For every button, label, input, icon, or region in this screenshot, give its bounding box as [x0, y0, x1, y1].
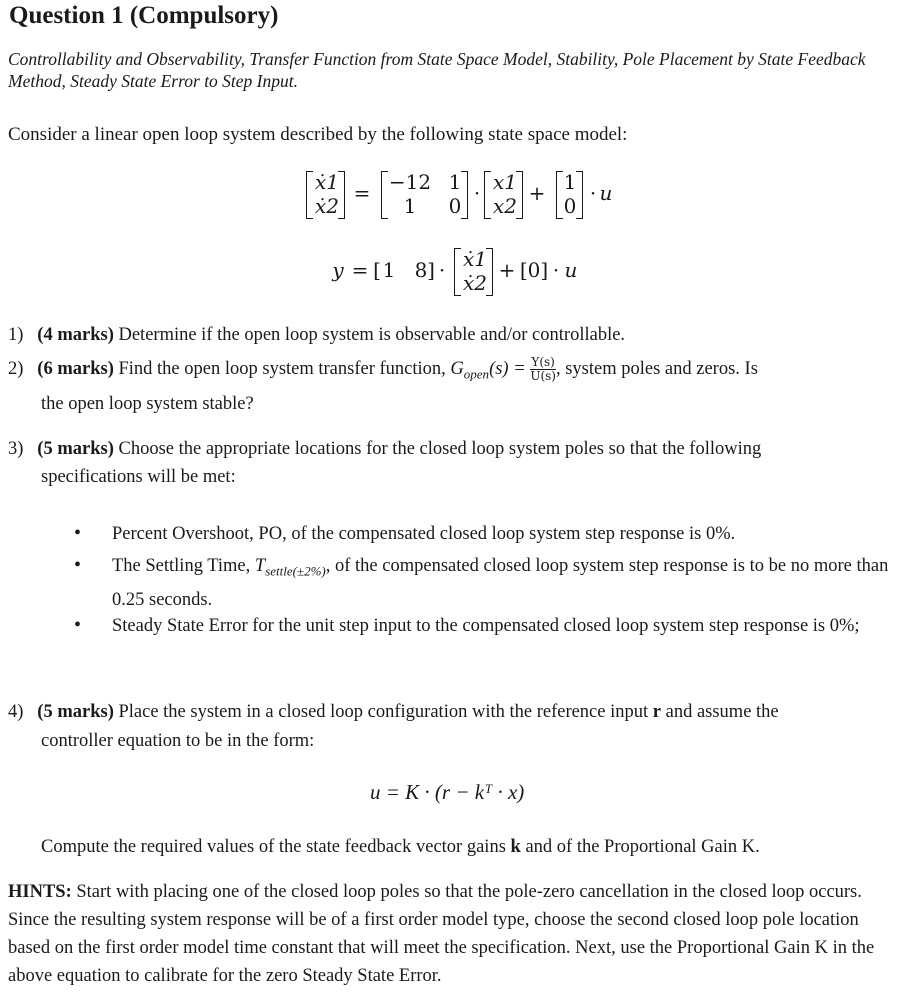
marks: (4 marks) — [37, 325, 114, 345]
g-argument: (s) = — [489, 359, 526, 379]
intro-text: Consider a linear open loop system described by the following state space model: — [8, 124, 628, 145]
dot-operator: · — [589, 181, 597, 205]
bullet-dot: • — [74, 522, 82, 544]
question-4-continued: controller equation to be in the form: — [41, 731, 315, 751]
compute-instruction — [41, 832, 760, 862]
question-text: Determine if the open loop system is observable and/or controllable. — [118, 325, 626, 345]
bullet-dot: • — [74, 614, 82, 636]
bracket-right — [576, 171, 583, 219]
question-3-continued: specifications will be met: — [41, 467, 236, 487]
question-text: and assume the — [665, 702, 779, 722]
question-title: Question 1 (Compulsory) — [9, 2, 279, 29]
c1: 1 — [382, 258, 396, 282]
dot-operator: · — [552, 258, 560, 282]
topics-subtitle: Controllability and Observability, Transfer Function from State Space Model, Stability, Pole Placement by State Feedback Method, Steady State Error to Step Input. — [8, 49, 866, 91]
transfer-fraction — [530, 356, 556, 383]
g-subscript: open — [463, 366, 490, 382]
compute-text: and of the Proportional Gain K. — [525, 837, 760, 857]
bracket-right — [338, 171, 345, 219]
marks: (6 marks) — [37, 359, 114, 379]
controller-equation: u = K · (r − kᵀ · x) — [370, 780, 525, 804]
out-x1dot: ẋ1 — [462, 247, 487, 271]
fraction-numerator: Y(s) — [531, 355, 555, 370]
question-text: , system poles and zeros. Is — [555, 359, 758, 379]
question-4 — [8, 697, 779, 727]
bracket-right — [461, 171, 468, 219]
question-2-continued: the open loop system stable? — [41, 394, 254, 414]
c-open-bracket: [ — [373, 258, 381, 282]
hints-paragraph — [8, 878, 898, 990]
reference-r: r — [652, 702, 661, 722]
hints-text: Start with placing one of the closed loop poles so that the pole-zero cancellation in the closed loop occurs. Since the resulting system response will be of a first order model type, choose the second closed loop pole location based on the first order model time constant that will meet the specification. Next, use the Proportional Gain K in the above equation to calibrate for the zero Steady State Error. — [8, 882, 875, 986]
question-2 — [8, 354, 758, 390]
marks: (5 marks) — [37, 702, 114, 722]
t-subscript: settle(±2%) — [265, 563, 326, 579]
question-number: 1) — [8, 325, 24, 345]
question-1 — [8, 320, 625, 350]
question-number: 4) — [8, 702, 24, 722]
equals-sign: = — [351, 258, 369, 282]
b1: 1 — [563, 170, 577, 194]
x1: x1 — [492, 170, 517, 194]
question-number: 2) — [8, 359, 24, 379]
b2: 0 — [563, 194, 577, 218]
bullet-dot: • — [74, 554, 82, 576]
bullet-text: The Settling Time, — [112, 556, 251, 576]
marks: (5 marks) — [37, 439, 114, 459]
a21: 1 — [403, 194, 417, 218]
question-text: Place the system in a closed loop configuration with the reference input — [118, 702, 649, 722]
fraction-denominator: U(s) — [530, 369, 556, 384]
t-symbol: T — [254, 556, 266, 576]
spec-item-steady-state: Steady State Error for the unit step input to the compensated closed loop system step response is 0%; — [112, 616, 860, 636]
out-x2dot: ẋ2 — [462, 271, 487, 295]
spec-item-overshoot: Percent Overshoot, PO, of the compensated closed loop system step response is 0%. — [112, 524, 736, 544]
lhs-x1dot: ẋ1 — [314, 170, 339, 194]
a22: 0 — [448, 194, 462, 218]
lhs-x2dot: ẋ2 — [314, 194, 339, 218]
x2: x2 — [492, 194, 517, 218]
dot-operator: · — [473, 181, 481, 205]
question-3 — [8, 434, 761, 464]
gain-vector-k: k — [510, 837, 521, 857]
question-text: Find the open loop system transfer function, — [118, 359, 446, 379]
input-u: u — [599, 181, 613, 205]
bracket-left — [381, 171, 388, 219]
a11: −12 — [388, 170, 432, 194]
g-symbol: G — [450, 359, 464, 379]
bullet-text: , of the compensated closed loop system step response is to be no more than 0.25 seconds. — [112, 556, 889, 610]
hints-label: HINTS: — [8, 882, 72, 902]
equals-sign: = — [353, 181, 371, 205]
bracket-right — [486, 248, 493, 296]
dot-operator: · — [438, 258, 446, 282]
plus-sign: + — [528, 181, 546, 205]
a12: 1 — [448, 170, 462, 194]
output-y: y — [332, 258, 344, 282]
question-text: Choose the appropriate locations for the closed loop system poles so that the following — [118, 439, 762, 459]
c2: 8 — [414, 258, 428, 282]
spec-item-settling-time — [112, 552, 902, 615]
compute-text: Compute the required values of the state feedback vector gains — [41, 837, 506, 857]
d-matrix: [0] — [519, 258, 549, 282]
c-close-bracket: ] — [427, 258, 435, 282]
question-number: 3) — [8, 439, 24, 459]
input-u: u — [564, 258, 578, 282]
bracket-right — [516, 171, 523, 219]
plus-sign: + — [498, 258, 516, 282]
